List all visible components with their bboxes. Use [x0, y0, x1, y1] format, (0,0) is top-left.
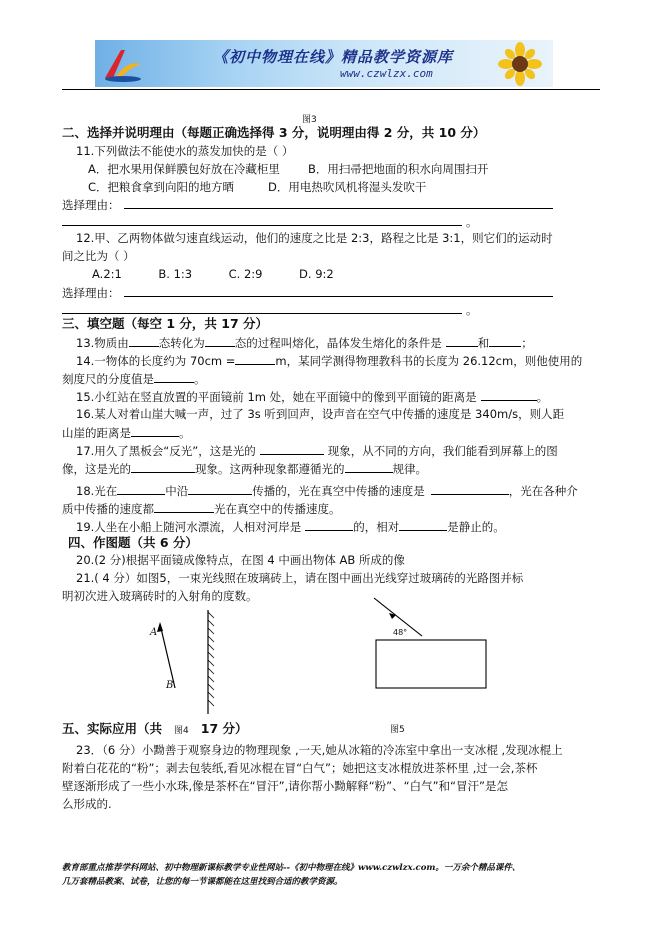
figure-5-glass-brick-diagram [360, 590, 500, 702]
figure-4-caption: 图4 [174, 726, 189, 736]
q14-blank-1[interactable] [235, 352, 275, 365]
q11-option-b: B．用扫帚把地面的积水向周围扫开 [308, 162, 489, 176]
q15: 15.小红站在竖直放置的平面镜前 1m 处，她在平面镜中的像到平面镜的距离是 。 [76, 390, 549, 404]
q13-blank-4[interactable] [489, 334, 521, 347]
sunflower-icon [493, 42, 547, 86]
site-logo-icon [101, 44, 143, 84]
q23-line-4: 么形成的. [62, 797, 112, 811]
q13-blank-3[interactable] [446, 334, 478, 347]
q12-stem-line-2: 间之比为（ ） [62, 249, 135, 263]
object-ab-line [160, 624, 175, 688]
glass-brick-rect [376, 640, 486, 688]
q20: 20.(2 分)根据平面镜成像特点，在图 4 中画出物体 AB 所成的像 [76, 553, 405, 567]
q11-reason-line-1[interactable] [124, 208, 553, 209]
footer-line-1: 教育部重点推荐学科网站、初中物理新课标教学专业性网站--《初中物理在线》www.czwlzx.com。一万余个精品课件、 [62, 863, 521, 873]
q18-line-1: 18.光在 中沿 传播的，光在真空中传播的速度是 ，光在各种介 [76, 484, 578, 498]
section-5-heading: 五、实际应用（共 图4 17 分） [62, 721, 248, 736]
q16-line-1: 16.某人对着山崖大喊一声，过了 3s 听到回声，设声音在空气中传播的速度是 340m/s，则人距 [76, 407, 565, 421]
section-2-heading: 二、选择并说明理由（每题正确选择得 3 分，说明理由得 2 分，共 10 分） [62, 125, 486, 140]
q21-line-2: 明初次进入玻璃砖时的入射角的度数。 [62, 589, 258, 603]
section-3-heading: 三、填空题（每空 1 分，共 17 分） [62, 316, 269, 331]
section-4-heading: 四、作图题（共 6 分） [68, 535, 198, 550]
point-b-label: B [166, 680, 174, 691]
q23-line-1: 23．（6 分）小黝善于观察身边的物理现象 ,一天,她从冰箱的冷冻室中拿出一支冰棍 ,发现冰棍上 [76, 743, 563, 757]
q18-blank-3[interactable] [431, 482, 509, 495]
q16-line-2: 山崖的距离是 。 [62, 426, 191, 440]
q17-line-1: 17.用久了黑板会“反光”，这是光的 现象，从不同的方向，我们能看到屏幕上的图 [76, 444, 558, 458]
q16-blank[interactable] [131, 424, 179, 437]
header-banner [95, 40, 553, 87]
footer [62, 861, 607, 889]
q15-blank[interactable] [481, 388, 537, 401]
q11-option-c: C．把粮食拿到向阳的地方晒 [88, 180, 235, 194]
q18-line-2: 质中传播的速度都 光在真空中的传播速度。 [62, 502, 341, 516]
q13: 13.物质由 态转化为 态的过程叫熔化，晶体发生熔化的条件是 和 ； [76, 336, 533, 350]
q12-stem-line-1: 12.甲、乙两物体做匀速直线运动，他们的速度之比是 2:3，路程之比是 3:1，则它们的运动时 [76, 231, 553, 245]
q21-line-1: 21.( 4 分）如图5，一束光线照在玻璃砖上，请在图中画出光线穿过玻璃砖的光路图并标 [76, 571, 524, 585]
q12-reason-line-1[interactable] [124, 296, 553, 297]
q12-reason-line-2[interactable] [62, 313, 462, 314]
q11-reason-label: 选择理由： [62, 198, 120, 212]
figure-4-mirror-diagram [140, 606, 240, 718]
q14-line-1: 14.一物体的长度约为 70cm = m，某同学测得物理教科书的长度为 26.12cm，则他使用的 [76, 354, 583, 368]
q17-blank-1[interactable] [260, 442, 324, 455]
q14-blank-2[interactable] [154, 370, 194, 383]
q18-blank-2[interactable] [188, 482, 252, 495]
footer-line-2: 几万套精品教案、试卷，让您的每一节课都能在这里找到合适的教学资源。 [62, 877, 343, 887]
q17-blank-2[interactable] [131, 460, 195, 473]
q11-reason-line-2[interactable] [62, 225, 462, 226]
q11-option-a: A．把水果用保鲜膜包好放在冷藏柜里 [88, 162, 280, 176]
q19: 19.人坐在小船上随河水漂流，人相对河岸是 的，相对 是静止的。 [76, 520, 505, 534]
q11-end-mark: 。 [466, 215, 478, 229]
q17-blank-3[interactable] [345, 460, 393, 473]
mirror-hatching [208, 612, 214, 706]
point-a-label: A [150, 627, 158, 638]
q23-line-3: 壁逐渐形成了一些小水珠,像是茶杯在“冒汗”,请你帮小黝解释“粉”、“白气”和“冒汗”是怎 [62, 779, 508, 793]
header-rule [62, 89, 600, 90]
figure-3-caption: 图3 [302, 115, 317, 125]
q13-blank-2[interactable] [205, 334, 235, 347]
q11-stem: 11.下列做法不能使水的蒸发加快的是（ ） [76, 144, 294, 158]
object-arrowhead-icon [157, 622, 163, 632]
angle-label: 48° [393, 628, 408, 637]
banner-url: www.czwlzx.com [340, 67, 433, 80]
q12-options: A.2:1 B. 1:3 C. 2:9 D. 9:2 [92, 267, 334, 281]
figure-5-caption: 图5 [390, 725, 405, 735]
q18-blank-1[interactable] [117, 482, 165, 495]
q19-blank-2[interactable] [399, 518, 447, 531]
q19-blank-1[interactable] [305, 518, 353, 531]
q12-reason-label: 选择理由： [62, 286, 120, 300]
banner-title: 《初中物理在线》精品教学资源库 [213, 48, 454, 66]
q11-option-d: D．用电热吹风机将湿头发吹干 [268, 180, 427, 194]
q23-line-2: 附着白花花的“粉”；剥去包装纸,看见冰棍在冒“白气”；她把这支冰棍放进茶杯里 ,过一会,茶杯 [62, 761, 538, 775]
q17-line-2: 像，这是光的 现象。这两种现象都遵循光的 规律。 [62, 462, 427, 476]
q18-blank-4[interactable] [154, 500, 214, 513]
q14-line-2: 刻度尺的分度值是 。 [62, 372, 206, 386]
q12-end-mark: 。 [466, 303, 478, 317]
q13-blank-1[interactable] [129, 334, 159, 347]
